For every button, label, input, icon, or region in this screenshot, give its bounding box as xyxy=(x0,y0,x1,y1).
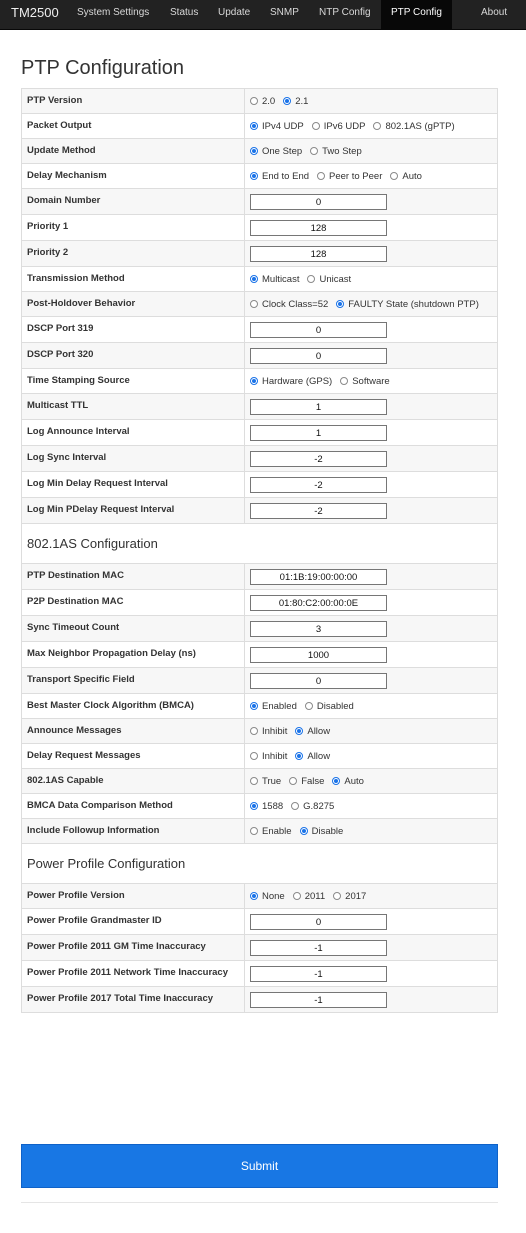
setting-row-priority-1 xyxy=(22,215,498,241)
radio-unchecked-icon[interactable] xyxy=(305,702,313,710)
radio-option-label: IPv4 UDP xyxy=(262,121,304,132)
setting-label: Time Stamping Source xyxy=(22,369,245,394)
setting-row-dscp-port-319 xyxy=(22,317,498,343)
radio-option-label: End to End xyxy=(262,171,310,182)
radio-option-label: Enable xyxy=(262,826,292,837)
setting-value-cell xyxy=(245,394,498,420)
radio-unchecked-icon[interactable] xyxy=(312,122,320,130)
update-method-option[interactable] xyxy=(310,144,362,159)
radio-option-label: Hardware (GPS) xyxy=(262,376,333,387)
setting-row-announce-messages xyxy=(22,719,498,744)
setting-value-cell xyxy=(245,668,498,694)
ptp-settings-table xyxy=(21,88,498,1013)
packet-output-option[interactable] xyxy=(250,119,304,134)
setting-row-packet-output xyxy=(22,114,498,139)
setting-row-log-min-pdelay-request-interval xyxy=(22,498,498,524)
radio-option-label: Auto xyxy=(344,776,364,787)
setting-value-cell xyxy=(245,987,498,1013)
setting-label: Priority 2 xyxy=(22,241,245,267)
setting-row-power-profile-2011-network-time-inaccuracy xyxy=(22,961,498,987)
setting-row-priority-2 xyxy=(22,241,498,267)
bmca-data-comparison-method-option[interactable] xyxy=(250,799,283,814)
radio-checked-icon[interactable] xyxy=(250,172,258,180)
p2p-destination-mac-input[interactable] xyxy=(250,595,387,611)
radio-option-label: Inhibit xyxy=(262,751,288,762)
radio-checked-icon[interactable] xyxy=(250,892,258,900)
dscp-port-320-input[interactable] xyxy=(250,348,387,364)
radio-checked-icon[interactable] xyxy=(295,727,303,735)
802-1as-capable-option[interactable] xyxy=(332,774,364,789)
footer-divider xyxy=(21,1202,498,1203)
log-announce-interval-input[interactable] xyxy=(250,425,387,441)
brand-logo-text[interactable]: TM2500 xyxy=(11,5,59,20)
setting-row-ptp-destination-mac xyxy=(22,564,498,590)
submit-button[interactable]: Submit xyxy=(21,1144,498,1188)
nav-item-status[interactable]: Status xyxy=(170,7,199,18)
setting-value-cell xyxy=(245,616,498,642)
setting-label: Transport Specific Field xyxy=(22,668,245,694)
setting-label: Sync Timeout Count xyxy=(22,616,245,642)
bmca-data-comparison-method-option[interactable] xyxy=(291,799,334,814)
power-profile-version-option[interactable] xyxy=(250,889,285,904)
setting-row-log-announce-interval xyxy=(22,420,498,446)
power-profile-version-option[interactable] xyxy=(333,889,366,904)
delay-request-messages-option[interactable] xyxy=(250,749,287,764)
radio-option-label: Auto xyxy=(402,171,422,182)
setting-row-sync-timeout-count xyxy=(22,616,498,642)
setting-value-cell xyxy=(245,694,498,719)
setting-value-cell xyxy=(245,114,498,139)
include-followup-information-option[interactable] xyxy=(250,824,292,839)
radio-unchecked-icon[interactable] xyxy=(250,827,258,835)
radio-option-label: 2011 xyxy=(304,891,326,902)
packet-output-option[interactable] xyxy=(373,119,454,134)
delay-mechanism-option[interactable] xyxy=(317,169,382,184)
radio-option-label: Multicast xyxy=(262,274,300,285)
radio-unchecked-icon[interactable] xyxy=(250,752,258,760)
setting-label: Max Neighbor Propagation Delay (ns) xyxy=(22,642,245,668)
nav-item-update[interactable]: Update xyxy=(218,7,251,18)
radio-checked-icon[interactable] xyxy=(295,752,303,760)
dscp-port-319-input[interactable] xyxy=(250,322,387,338)
multicast-ttl-input[interactable] xyxy=(250,399,387,415)
setting-label: Delay Mechanism xyxy=(22,164,245,189)
power-profile-2011-gm-time-inaccuracy-input[interactable] xyxy=(250,940,387,956)
setting-value-cell xyxy=(245,317,498,343)
radio-option-label: Allow xyxy=(307,726,331,737)
setting-label: Include Followup Information xyxy=(22,819,245,844)
best-master-clock-algorithm-bmca-option[interactable] xyxy=(250,699,297,714)
ptp-destination-mac-input[interactable] xyxy=(250,569,387,585)
setting-label: P2P Destination MAC xyxy=(22,590,245,616)
log-sync-interval-input[interactable] xyxy=(250,451,387,467)
radio-option-label: Two Step xyxy=(322,146,362,157)
radio-unchecked-icon[interactable] xyxy=(333,892,341,900)
power-profile-2017-total-time-inaccuracy-input[interactable] xyxy=(250,992,387,1008)
radio-option-label: FAULTY State (shutdown PTP) xyxy=(348,299,479,310)
time-stamping-source-option[interactable] xyxy=(250,374,332,389)
setting-row-delay-mechanism xyxy=(22,164,498,189)
setting-value-cell xyxy=(245,189,498,215)
domain-number-input[interactable] xyxy=(250,194,387,210)
radio-unchecked-icon[interactable] xyxy=(340,377,348,385)
setting-label: Power Profile Grandmaster ID xyxy=(22,909,245,935)
transport-specific-field-input[interactable] xyxy=(250,673,387,689)
setting-value-cell xyxy=(245,564,498,590)
setting-row-log-min-delay-request-interval xyxy=(22,472,498,498)
setting-row-power-profile-version xyxy=(22,884,498,909)
setting-value-cell xyxy=(245,884,498,909)
radio-checked-icon[interactable] xyxy=(336,300,344,308)
radio-unchecked-icon[interactable] xyxy=(250,777,258,785)
section-header-row xyxy=(22,524,498,564)
power-profile-version-option[interactable] xyxy=(293,889,325,904)
setting-value-cell xyxy=(245,909,498,935)
section-header-row xyxy=(22,844,498,884)
setting-value-cell xyxy=(245,369,498,394)
setting-row-bmca-data-comparison-method xyxy=(22,794,498,819)
setting-label: Packet Output xyxy=(22,114,245,139)
radio-checked-icon[interactable] xyxy=(250,122,258,130)
setting-value-cell xyxy=(245,769,498,794)
post-holdover-behavior-option[interactable] xyxy=(336,297,479,312)
ptp-version-option[interactable] xyxy=(250,94,275,109)
radio-option-label: Peer to Peer xyxy=(329,171,383,182)
setting-row-ptp-version xyxy=(22,89,498,114)
setting-value-cell xyxy=(245,420,498,446)
radio-option-label: Enabled xyxy=(262,701,297,712)
setting-value-cell xyxy=(245,744,498,769)
radio-checked-icon[interactable] xyxy=(250,802,258,810)
radio-option-label: Allow xyxy=(307,751,331,762)
setting-value-cell xyxy=(245,292,498,317)
announce-messages-option[interactable] xyxy=(250,724,287,739)
setting-value-cell xyxy=(245,164,498,189)
setting-row-transport-specific-field xyxy=(22,668,498,694)
setting-row-post-holdover-behavior xyxy=(22,292,498,317)
setting-label: Update Method xyxy=(22,139,245,164)
setting-label: Multicast TTL xyxy=(22,394,245,420)
setting-row-update-method xyxy=(22,139,498,164)
setting-label: Transmission Method xyxy=(22,267,245,292)
802-1as-capable-option[interactable] xyxy=(250,774,281,789)
log-min-delay-request-interval-input[interactable] xyxy=(250,477,387,493)
setting-row-include-followup-information xyxy=(22,819,498,844)
setting-value-cell xyxy=(245,590,498,616)
update-method-option[interactable] xyxy=(250,144,302,159)
setting-value-cell xyxy=(245,472,498,498)
power-profile-grandmaster-id-input[interactable] xyxy=(250,914,387,930)
power-profile-2011-network-time-inaccuracy-input[interactable] xyxy=(250,966,387,982)
setting-label: PTP Version xyxy=(22,89,245,114)
setting-label: 802.1AS Capable xyxy=(22,769,245,794)
radio-checked-icon[interactable] xyxy=(250,275,258,283)
radio-option-label: 2.1 xyxy=(295,96,309,107)
setting-row-domain-number xyxy=(22,189,498,215)
radio-unchecked-icon[interactable] xyxy=(317,172,325,180)
setting-row-delay-request-messages xyxy=(22,744,498,769)
radio-checked-icon[interactable] xyxy=(250,147,258,155)
setting-value-cell xyxy=(245,642,498,668)
setting-value-cell xyxy=(245,498,498,524)
priority-1-input[interactable] xyxy=(250,220,387,236)
radio-unchecked-icon[interactable] xyxy=(289,777,297,785)
transmission-method-option[interactable] xyxy=(250,272,299,287)
radio-unchecked-icon[interactable] xyxy=(250,300,258,308)
setting-value-cell xyxy=(245,89,498,114)
radio-checked-icon[interactable] xyxy=(283,97,291,105)
transmission-method-option[interactable] xyxy=(307,272,351,287)
setting-label: Delay Request Messages xyxy=(22,744,245,769)
setting-row-time-stamping-source xyxy=(22,369,498,394)
nav-item-system-settings[interactable]: System Settings xyxy=(77,7,150,18)
setting-label: Best Master Clock Algorithm (BMCA) xyxy=(22,694,245,719)
radio-option-label: G.8275 xyxy=(303,801,335,812)
nav-item-snmp[interactable]: SNMP xyxy=(270,7,299,18)
setting-label: PTP Destination MAC xyxy=(22,564,245,590)
radio-option-label: 1588 xyxy=(262,801,284,812)
setting-label: Domain Number xyxy=(22,189,245,215)
setting-row-max-neighbor-propagation-delay-ns xyxy=(22,642,498,668)
setting-label: Announce Messages xyxy=(22,719,245,744)
setting-label: DSCP Port 320 xyxy=(22,343,245,369)
radio-option-label: IPv6 UDP xyxy=(323,121,366,132)
radio-option-label: Clock Class=52 xyxy=(262,299,329,310)
setting-label: DSCP Port 319 xyxy=(22,317,245,343)
radio-checked-icon[interactable] xyxy=(250,377,258,385)
radio-unchecked-icon[interactable] xyxy=(291,802,299,810)
setting-label: Power Profile 2011 GM Time Inaccuracy xyxy=(22,935,245,961)
best-master-clock-algorithm-bmca-option[interactable] xyxy=(305,699,354,714)
setting-row-best-master-clock-algorithm-bmca xyxy=(22,694,498,719)
setting-row-power-profile-2017-total-time-inaccuracy xyxy=(22,987,498,1013)
priority-2-input[interactable] xyxy=(250,246,387,262)
setting-label: Power Profile 2011 Network Time Inaccuracy xyxy=(22,961,245,987)
setting-label: Log Min Delay Request Interval xyxy=(22,472,245,498)
radio-unchecked-icon[interactable] xyxy=(310,147,318,155)
setting-value-cell xyxy=(245,241,498,267)
ptp-version-option[interactable] xyxy=(283,94,308,109)
announce-messages-option[interactable] xyxy=(295,724,330,739)
radio-option-label: One Step xyxy=(262,146,303,157)
radio-option-label: 2017 xyxy=(345,891,367,902)
post-holdover-behavior-option[interactable] xyxy=(250,297,328,312)
setting-row-802-1as-capable xyxy=(22,769,498,794)
setting-row-power-profile-2011-gm-time-inaccuracy xyxy=(22,935,498,961)
setting-label: Power Profile Version xyxy=(22,884,245,909)
radio-unchecked-icon[interactable] xyxy=(250,97,258,105)
radio-checked-icon[interactable] xyxy=(332,777,340,785)
nav-item-ntp-config[interactable]: NTP Config xyxy=(319,7,371,18)
delay-mechanism-option[interactable] xyxy=(250,169,309,184)
setting-value-cell xyxy=(245,819,498,844)
section-title: 802.1AS Configuration xyxy=(22,524,498,564)
setting-label: Log Announce Interval xyxy=(22,420,245,446)
setting-row-p2p-destination-mac xyxy=(22,590,498,616)
setting-label: Log Min PDelay Request Interval xyxy=(22,498,245,524)
radio-option-label: Disabled xyxy=(316,701,354,712)
top-navbar xyxy=(0,0,526,30)
setting-value-cell xyxy=(245,215,498,241)
setting-value-cell xyxy=(245,139,498,164)
setting-value-cell xyxy=(245,343,498,369)
setting-value-cell xyxy=(245,446,498,472)
delay-mechanism-option[interactable] xyxy=(390,169,422,184)
radio-checked-icon[interactable] xyxy=(300,827,308,835)
setting-label: BMCA Data Comparison Method xyxy=(22,794,245,819)
page-title: PTP Configuration xyxy=(21,57,185,79)
nav-item-about[interactable]: About xyxy=(481,7,508,18)
setting-value-cell xyxy=(245,719,498,744)
radio-checked-icon[interactable] xyxy=(250,702,258,710)
setting-label: Power Profile 2017 Total Time Inaccuracy xyxy=(22,987,245,1013)
include-followup-information-option[interactable] xyxy=(300,824,344,839)
log-min-pdelay-request-interval-input[interactable] xyxy=(250,503,387,519)
radio-unchecked-icon[interactable] xyxy=(390,172,398,180)
nav-item-ptp-config[interactable]: PTP Config xyxy=(381,0,452,29)
radio-option-label: Disable xyxy=(311,826,344,837)
radio-option-label: Software xyxy=(352,376,390,387)
setting-value-cell xyxy=(245,267,498,292)
packet-output-option[interactable] xyxy=(312,119,366,134)
sync-timeout-count-input[interactable] xyxy=(250,621,387,637)
setting-row-power-profile-grandmaster-id xyxy=(22,909,498,935)
setting-label: Log Sync Interval xyxy=(22,446,245,472)
802-1as-capable-option[interactable] xyxy=(289,774,324,789)
radio-option-label: 802.1AS (gPTP) xyxy=(385,121,455,132)
radio-option-label: 2.0 xyxy=(262,96,276,107)
setting-row-transmission-method xyxy=(22,267,498,292)
radio-unchecked-icon[interactable] xyxy=(293,892,301,900)
radio-unchecked-icon[interactable] xyxy=(373,122,381,130)
max-neighbor-propagation-delay-ns-input[interactable] xyxy=(250,647,387,663)
time-stamping-source-option[interactable] xyxy=(340,374,390,389)
radio-option-label: True xyxy=(262,776,282,787)
setting-label: Post-Holdover Behavior xyxy=(22,292,245,317)
radio-option-label: Inhibit xyxy=(262,726,288,737)
setting-value-cell xyxy=(245,794,498,819)
radio-option-label: Unicast xyxy=(319,274,352,285)
setting-value-cell xyxy=(245,961,498,987)
radio-option-label: None xyxy=(262,891,285,902)
radio-unchecked-icon[interactable] xyxy=(250,727,258,735)
radio-unchecked-icon[interactable] xyxy=(307,275,315,283)
section-title: Power Profile Configuration xyxy=(22,844,498,884)
setting-label: Priority 1 xyxy=(22,215,245,241)
delay-request-messages-option[interactable] xyxy=(295,749,330,764)
radio-option-label: False xyxy=(301,776,325,787)
setting-row-multicast-ttl xyxy=(22,394,498,420)
setting-row-log-sync-interval xyxy=(22,446,498,472)
setting-row-dscp-port-320 xyxy=(22,343,498,369)
setting-value-cell xyxy=(245,935,498,961)
